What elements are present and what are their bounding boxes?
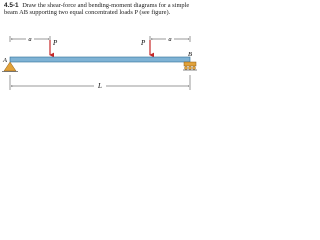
support-a-label: A — [3, 57, 7, 64]
dimension-a-left-label: a — [28, 36, 32, 43]
span-label: L — [98, 82, 102, 90]
load-label-right: P — [141, 39, 146, 47]
support-b-label: B — [188, 51, 192, 58]
load-arrow-left — [50, 39, 58, 55]
dimension-a-right-label: a — [168, 36, 172, 43]
load-label-left: P — [53, 39, 58, 47]
dimension-a-right — [150, 36, 190, 43]
load-arrow-right — [140, 39, 150, 55]
problem-number: 4.5-1 — [4, 2, 19, 9]
dimension-a-left — [10, 36, 50, 43]
beam — [10, 57, 190, 62]
dimension-span-l — [10, 75, 190, 90]
beam-figure — [0, 0, 200, 92]
problem-text: Draw the shear-force and bending-moment diagrams for a simple beam AB supporting two equal concentrated loads P (see figure). — [4, 2, 190, 17]
